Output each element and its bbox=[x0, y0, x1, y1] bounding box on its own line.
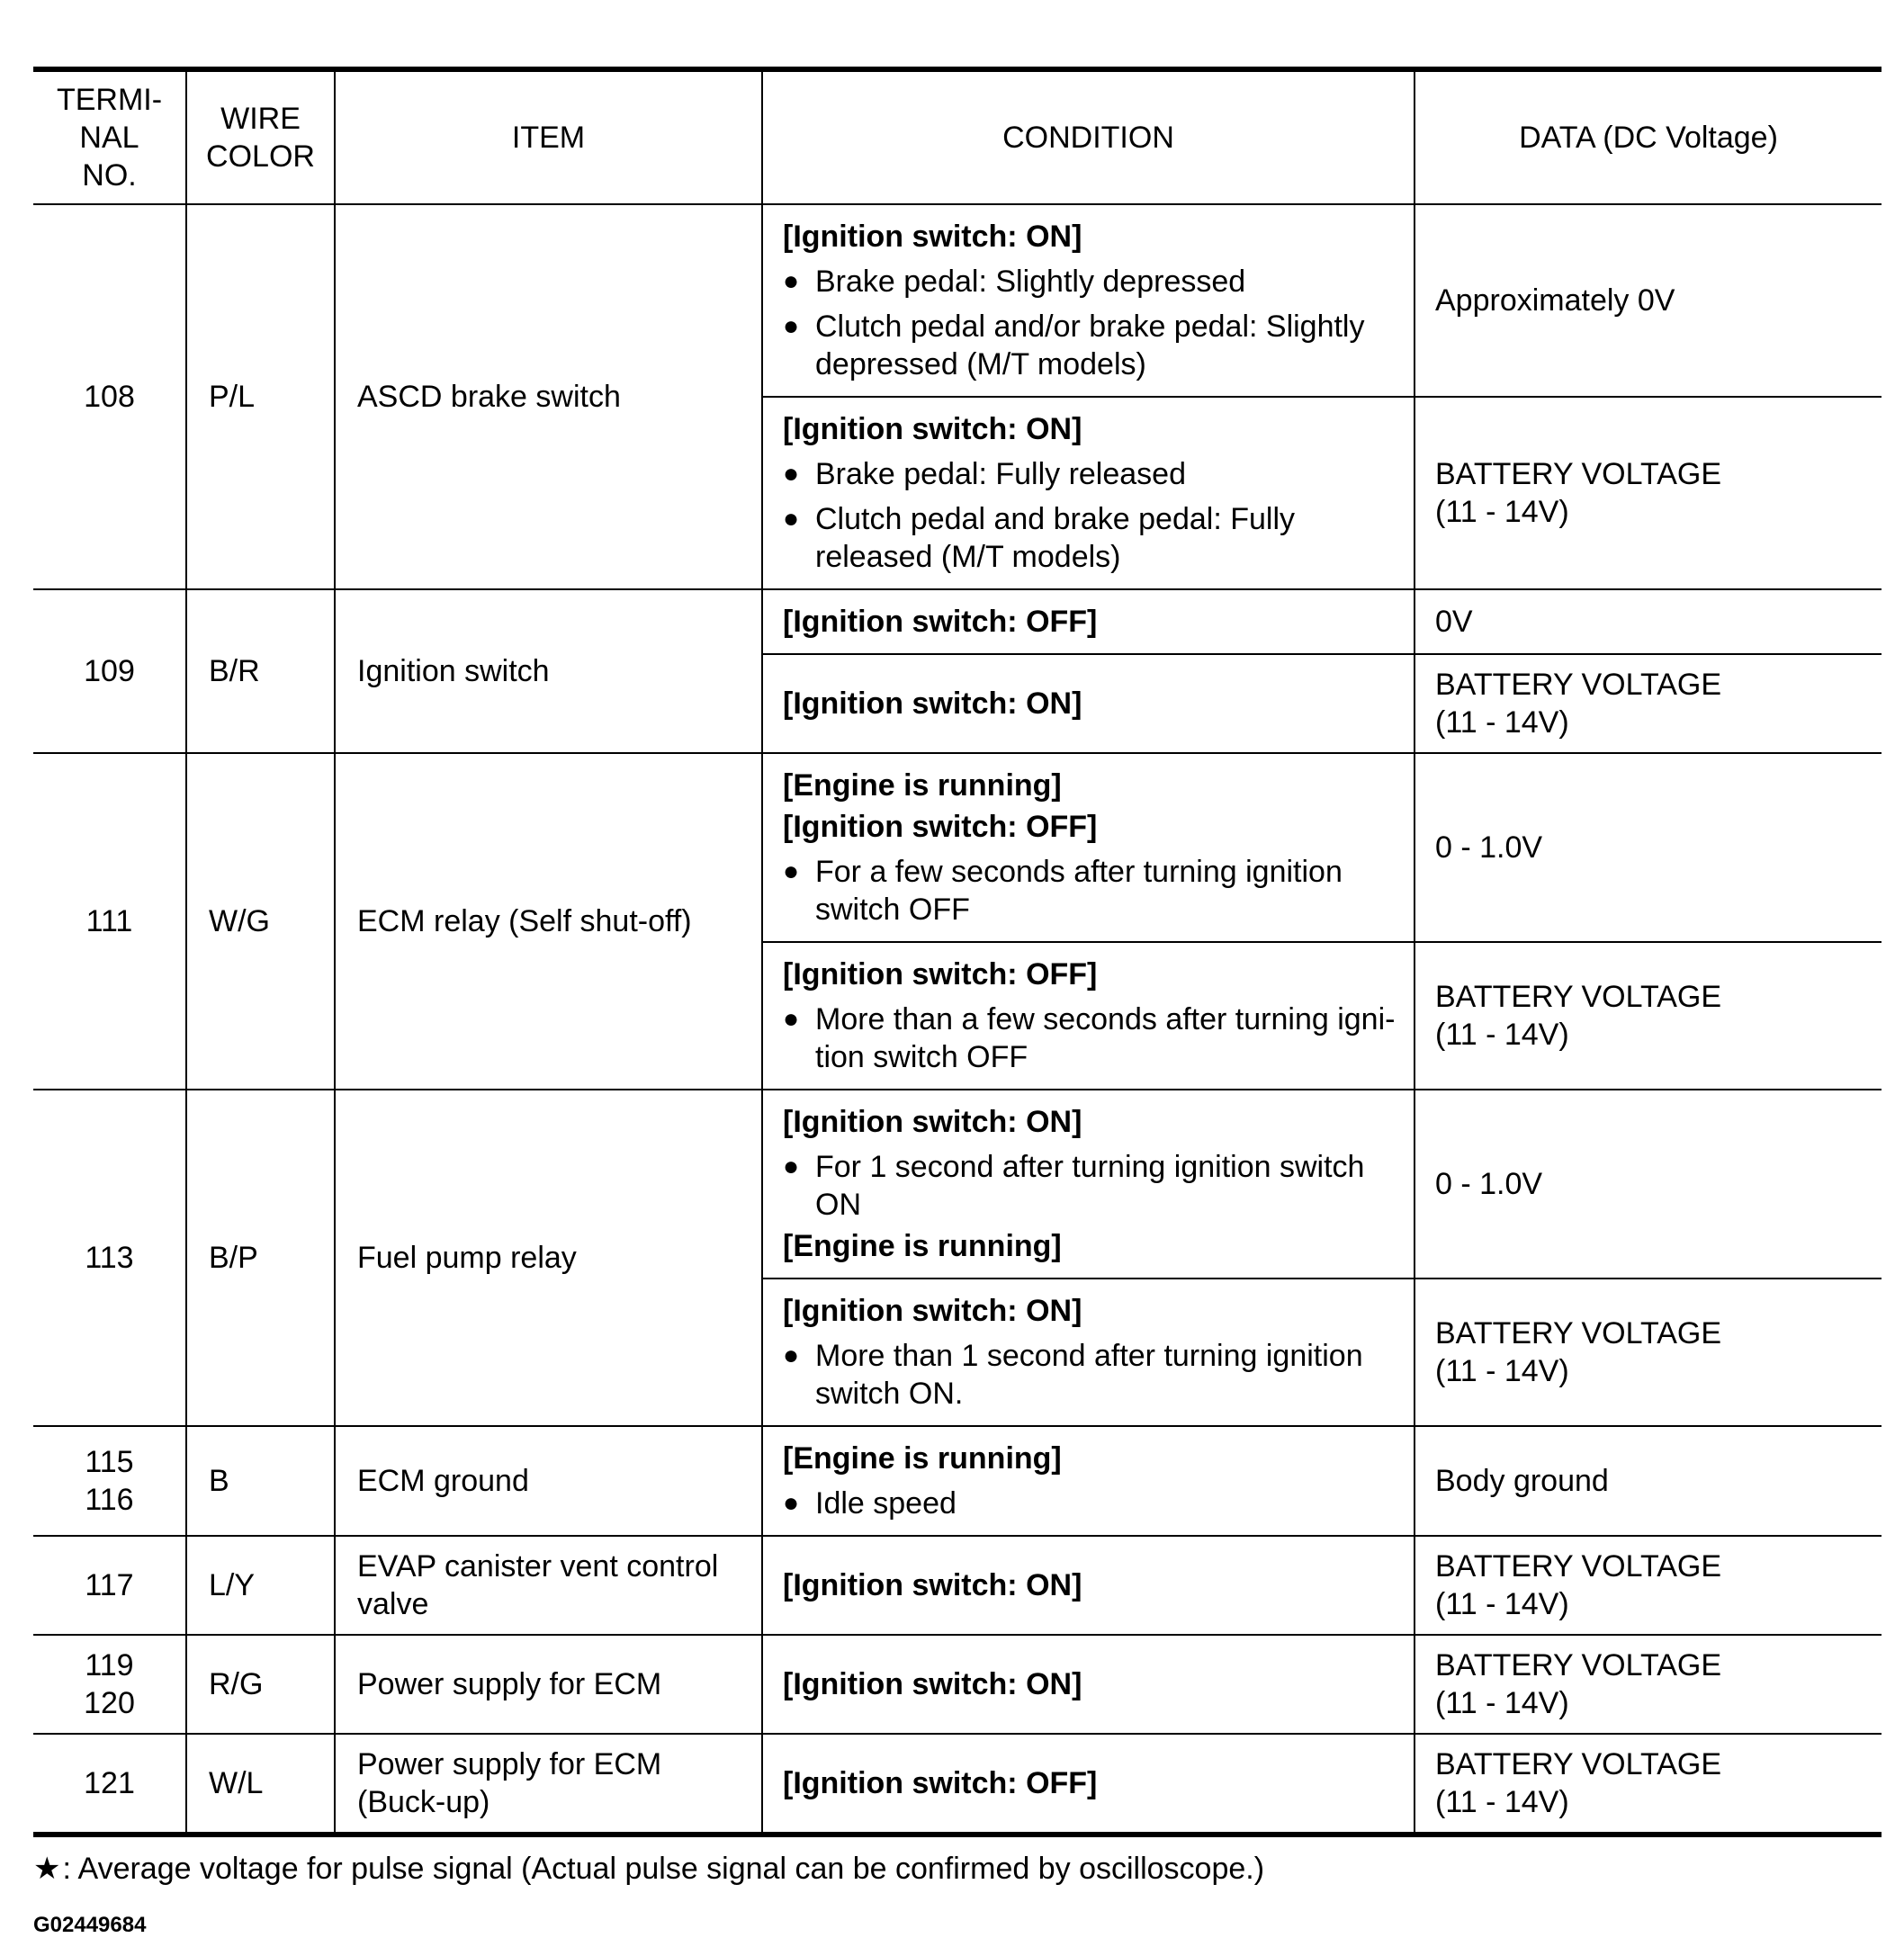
item-cell: Fuel pump relay bbox=[335, 1090, 762, 1426]
bullet-icon: ● bbox=[783, 1341, 800, 1370]
condition-cell bbox=[762, 1734, 1415, 1835]
wire-color-cell: W/L bbox=[186, 1734, 335, 1835]
condition-bullet-item bbox=[783, 995, 1401, 1078]
footnote bbox=[33, 1850, 1882, 1888]
table-row bbox=[33, 204, 1882, 397]
table-body bbox=[33, 204, 1882, 1835]
footnote-text: : Average voltage for pulse signal (Actual pulse signal can be confirmed by oscilloscope.) bbox=[62, 1852, 1265, 1886]
terminal-no-cell: 113 bbox=[33, 1090, 186, 1426]
condition-cell bbox=[762, 753, 1415, 942]
condition-cell bbox=[762, 397, 1415, 589]
table-row bbox=[33, 1426, 1882, 1536]
condition-bullet-text: Clutch pedal and/or brake pedal: Slightly depressed (M/T models) bbox=[815, 310, 1365, 381]
condition-bullet-item bbox=[783, 257, 1401, 302]
wire-color-cell: B/R bbox=[186, 589, 335, 753]
data-voltage-cell: Approximately 0V bbox=[1415, 204, 1882, 397]
terminal-no-cell: 121 bbox=[33, 1734, 186, 1835]
header-condition: CONDITION bbox=[762, 69, 1415, 204]
condition-bullet-item bbox=[783, 450, 1401, 495]
item-cell: ECM ground bbox=[335, 1426, 762, 1536]
condition-bullet-item bbox=[783, 1332, 1401, 1414]
condition-cell bbox=[762, 1426, 1415, 1536]
wire-color-cell: R/G bbox=[186, 1635, 335, 1734]
bullet-icon: ● bbox=[783, 459, 800, 489]
item-cell: ECM relay (Self shut-off) bbox=[335, 753, 762, 1090]
data-voltage-cell: Body ground bbox=[1415, 1426, 1882, 1536]
data-voltage-cell: 0 - 1.0V bbox=[1415, 753, 1882, 942]
terminal-no-cell: 117 bbox=[33, 1536, 186, 1635]
condition-bullet-item bbox=[783, 302, 1401, 385]
data-voltage-cell: 0V bbox=[1415, 589, 1882, 654]
data-voltage-cell: BATTERY VOLTAGE (11 - 14V) bbox=[1415, 1635, 1882, 1734]
terminal-no-cell: 111 bbox=[33, 753, 186, 1090]
header-data: DATA (DC Voltage) bbox=[1415, 69, 1882, 204]
condition-heading: [Ignition switch: OFF] bbox=[783, 1766, 1098, 1800]
condition-bullet-text: More than 1 second after turning ignition switch ON. bbox=[815, 1339, 1363, 1411]
condition-heading: [Ignition switch: ON] bbox=[783, 220, 1082, 254]
table-row bbox=[33, 1635, 1882, 1734]
data-voltage-cell: BATTERY VOLTAGE (11 - 14V) bbox=[1415, 654, 1882, 753]
wire-color-cell: W/G bbox=[186, 753, 335, 1090]
condition-heading: [Engine is running] bbox=[783, 768, 1062, 803]
header-terminal-no: TERMI- NAL NO. bbox=[33, 69, 186, 204]
condition-heading: [Engine is running] bbox=[783, 1229, 1062, 1263]
star-icon: ★ bbox=[33, 1852, 61, 1886]
condition-bullet-item bbox=[783, 1479, 1401, 1524]
condition-cell bbox=[762, 589, 1415, 654]
item-cell: Power supply for ECM bbox=[335, 1635, 762, 1734]
item-cell: Ignition switch bbox=[335, 589, 762, 753]
table-row bbox=[33, 1090, 1882, 1279]
item-cell: Power supply for ECM (Buck-up) bbox=[335, 1734, 762, 1835]
terminal-no-cell: 119 120 bbox=[33, 1635, 186, 1734]
wire-color-cell: B bbox=[186, 1426, 335, 1536]
table-row bbox=[33, 1536, 1882, 1635]
condition-cell bbox=[762, 1279, 1415, 1426]
condition-bullet-text: More than a few seconds after turning igni-tion switch OFF bbox=[815, 1002, 1396, 1074]
condition-heading: [Ignition switch: ON] bbox=[783, 686, 1082, 721]
wire-color-cell: L/Y bbox=[186, 1536, 335, 1635]
condition-cell bbox=[762, 1635, 1415, 1734]
wire-color-cell: P/L bbox=[186, 204, 335, 589]
condition-bullet-text: Idle speed bbox=[815, 1486, 956, 1521]
item-cell: ASCD brake switch bbox=[335, 204, 762, 589]
data-voltage-cell: BATTERY VOLTAGE (11 - 14V) bbox=[1415, 942, 1882, 1090]
header-item: ITEM bbox=[335, 69, 762, 204]
condition-cell bbox=[762, 204, 1415, 397]
bullet-icon: ● bbox=[783, 266, 800, 296]
ecm-terminal-table bbox=[33, 67, 1882, 1837]
condition-heading: [Ignition switch: ON] bbox=[783, 1105, 1082, 1139]
condition-cell bbox=[762, 942, 1415, 1090]
condition-heading: [Ignition switch: ON] bbox=[783, 1667, 1082, 1701]
condition-bullet-text: For 1 second after turning ignition switch ON bbox=[815, 1150, 1365, 1222]
condition-cell bbox=[762, 1090, 1415, 1279]
terminal-no-cell: 108 bbox=[33, 204, 186, 589]
data-voltage-cell: BATTERY VOLTAGE (11 - 14V) bbox=[1415, 397, 1882, 589]
condition-bullet-item bbox=[783, 495, 1401, 578]
data-voltage-cell: 0 - 1.0V bbox=[1415, 1090, 1882, 1279]
table-row bbox=[33, 753, 1882, 942]
bullet-icon: ● bbox=[783, 1488, 800, 1518]
condition-bullet-item bbox=[783, 1143, 1401, 1225]
condition-bullet-item bbox=[783, 848, 1401, 930]
table-header-row bbox=[33, 69, 1882, 204]
item-cell: EVAP canister vent control valve bbox=[335, 1536, 762, 1635]
terminal-no-cell: 109 bbox=[33, 589, 186, 753]
condition-bullet-text: Brake pedal: Slightly depressed bbox=[815, 265, 1246, 299]
data-voltage-cell: BATTERY VOLTAGE (11 - 14V) bbox=[1415, 1734, 1882, 1835]
bullet-icon: ● bbox=[783, 857, 800, 886]
table-row bbox=[33, 589, 1882, 654]
condition-heading: [Engine is running] bbox=[783, 1441, 1062, 1476]
condition-bullet-text: For a few seconds after turning ignition switch OFF bbox=[815, 855, 1343, 927]
condition-bullet-text: Clutch pedal and brake pedal: Fully released (M/T models) bbox=[815, 502, 1295, 574]
bullet-icon: ● bbox=[783, 504, 800, 534]
condition-heading: [Ignition switch: OFF] bbox=[783, 605, 1098, 639]
data-voltage-cell: BATTERY VOLTAGE (11 - 14V) bbox=[1415, 1279, 1882, 1426]
header-wire-color: WIRE COLOR bbox=[186, 69, 335, 204]
condition-bullet-text: Brake pedal: Fully released bbox=[815, 457, 1187, 491]
condition-cell bbox=[762, 654, 1415, 753]
wire-color-cell: B/P bbox=[186, 1090, 335, 1426]
condition-heading: [Ignition switch: ON] bbox=[783, 412, 1082, 446]
bullet-icon: ● bbox=[783, 1152, 800, 1181]
terminal-no-cell: 115 116 bbox=[33, 1426, 186, 1536]
condition-heading: [Ignition switch: ON] bbox=[783, 1294, 1082, 1328]
data-voltage-cell: BATTERY VOLTAGE (11 - 14V) bbox=[1415, 1536, 1882, 1635]
condition-heading: [Ignition switch: OFF] bbox=[783, 810, 1098, 844]
bullet-icon: ● bbox=[783, 1004, 800, 1034]
table-row bbox=[33, 1734, 1882, 1835]
terminal-table-sheet bbox=[33, 67, 1882, 1938]
condition-cell bbox=[762, 1536, 1415, 1635]
condition-heading: [Ignition switch: OFF] bbox=[783, 957, 1098, 991]
figure-code: G02449684 bbox=[33, 1913, 147, 1937]
condition-heading: [Ignition switch: ON] bbox=[783, 1568, 1082, 1602]
bullet-icon: ● bbox=[783, 311, 800, 341]
